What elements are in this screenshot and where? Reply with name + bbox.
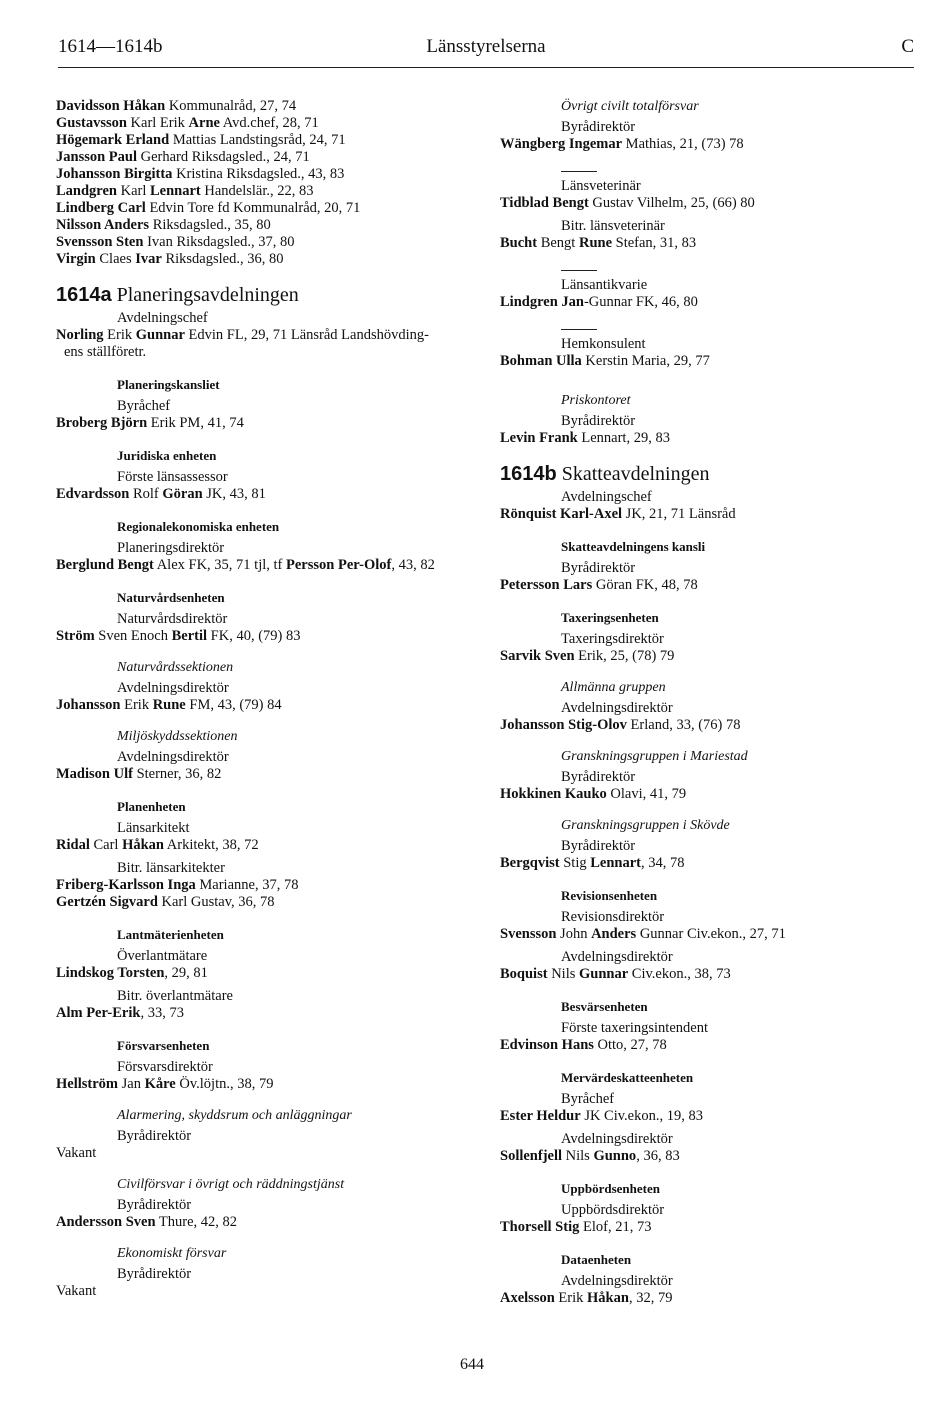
subunit-heading: Allmänna gruppen bbox=[561, 680, 666, 695]
list-item: Johansson Birgitta Kristina Riksdagsled., 43, 83 bbox=[56, 166, 345, 182]
unit-heading: Revisionsenheten bbox=[561, 888, 658, 903]
person-entry: Hellström Jan Kåre Öv.löjtn., 38, 79 bbox=[56, 1076, 274, 1092]
unit-heading: Planenheten bbox=[117, 799, 186, 814]
subunit-heading: Naturvårdssektionen bbox=[117, 660, 234, 675]
subunit-heading: Miljöskyddssektionen bbox=[117, 729, 238, 744]
vacant-entry: Vakant bbox=[56, 1283, 97, 1299]
person-entry: Levin Frank Lennart, 29, 83 bbox=[500, 430, 670, 446]
role-title: Byrådirektör bbox=[561, 769, 636, 785]
role-title: Bitr. länsveterinär bbox=[561, 218, 665, 234]
person-entry: Lindgren Jan-Gunnar FK, 46, 80 bbox=[500, 294, 698, 310]
person-entry: Madison Ulf Sterner, 36, 82 bbox=[56, 766, 222, 782]
separator-dash bbox=[561, 329, 597, 330]
list-item: Gustavsson Karl Erik Arne Avd.chef, 28, 71 bbox=[56, 115, 319, 131]
unit-heading: Lantmäterienheten bbox=[117, 927, 224, 942]
person-entry: Friberg-Karlsson Inga Marianne, 37, 78 bbox=[56, 877, 299, 893]
role-title: Byrådirektör bbox=[117, 1197, 192, 1213]
person-entry: Petersson Lars Göran FK, 48, 78 bbox=[500, 577, 698, 593]
unit-heading: Uppbördsenheten bbox=[561, 1181, 660, 1196]
person-entry: Ester Heldur JK Civ.ekon., 19, 83 bbox=[500, 1108, 703, 1124]
person-entry: Bergqvist Stig Lennart, 34, 78 bbox=[500, 855, 685, 871]
council-members-list bbox=[56, 98, 474, 268]
list-item: Jansson Paul Gerhard Riksdagsled., 24, 71 bbox=[56, 149, 310, 165]
unit-heading: Besvärsenheten bbox=[561, 999, 648, 1014]
unit-heading: Mervärdeskatteenheten bbox=[561, 1070, 694, 1085]
person-entry: Andersson Sven Thure, 42, 82 bbox=[56, 1214, 238, 1230]
header-letter: C bbox=[901, 36, 914, 57]
role-title: Försvarsdirektör bbox=[117, 1059, 213, 1075]
role-title: Länsarkitekt bbox=[117, 820, 190, 836]
person-entry: Berglund Bengt Alex FK, 35, 71 tjl, tf Persson Per-Olof, 43, 82 bbox=[56, 557, 435, 573]
unit-heading: Skatteavdelningens kansli bbox=[561, 539, 706, 554]
person-entry: Tidblad Bengt Gustav Vilhelm, 25, (66) 80 bbox=[500, 195, 755, 211]
unit-heading: Regionalekonomiska enheten bbox=[117, 519, 280, 534]
person-entry: Bucht Bengt Rune Stefan, 31, 83 bbox=[500, 235, 697, 251]
person-entry: Svensson John Anders Gunnar Civ.ekon., 27, 71 bbox=[500, 926, 786, 942]
role-title: Byrådirektör bbox=[561, 838, 636, 854]
list-item: Högemark Erland Mattias Landstingsråd, 24, 71 bbox=[56, 132, 346, 148]
left-column bbox=[56, 98, 474, 1300]
role-title: Avdelningsdirektör bbox=[561, 1131, 673, 1147]
list-item: Landgren Karl Lennart Handelslär., 22, 83 bbox=[56, 183, 314, 199]
unit-heading: Juridiska enheten bbox=[117, 448, 217, 463]
person-entry: Edvardsson Rolf Göran JK, 43, 81 bbox=[56, 486, 266, 502]
subunit-heading: Civilförsvar i övrigt och räddningstjänst bbox=[117, 1177, 345, 1192]
section-heading-1614a: 1614a Planeringsavdelningen bbox=[56, 284, 299, 306]
list-item: Svensson Sten Ivan Riksdagsled., 37, 80 bbox=[56, 234, 295, 250]
person-entry: Wängberg Ingemar Mathias, 21, (73) 78 bbox=[500, 136, 744, 152]
unit-heading: Försvarsenheten bbox=[117, 1038, 210, 1053]
role-title: Bitr. överlantmätare bbox=[117, 988, 233, 1004]
person-entry: Ridal Carl Håkan Arkitekt, 38, 72 bbox=[56, 837, 259, 853]
page-number: 644 bbox=[460, 1356, 484, 1373]
list-item: Virgin Claes Ivar Riksdagsled., 36, 80 bbox=[56, 251, 284, 267]
subunit-heading: Alarmering, skyddsrum och anläggningar bbox=[117, 1108, 352, 1123]
unit-heading: Planeringskansliet bbox=[117, 377, 220, 392]
role-title: Förste taxeringsintendent bbox=[561, 1020, 708, 1036]
section-heading-1614b: 1614b Skatteavdelningen bbox=[500, 463, 710, 485]
role-title: Länsveterinär bbox=[561, 178, 641, 194]
person-entry: Lindskog Torsten, 29, 81 bbox=[56, 965, 208, 981]
role-title: Hemkonsulent bbox=[561, 336, 646, 352]
subunit-heading: Övrigt civilt totalförsvar bbox=[561, 99, 699, 114]
subunit-heading: Granskningsgruppen i Mariestad bbox=[561, 749, 748, 764]
role-title: Uppbördsdirektör bbox=[561, 1202, 665, 1218]
person-entry: Edvinson Hans Otto, 27, 78 bbox=[500, 1037, 667, 1053]
header-page-range: 1614—1614b bbox=[58, 36, 163, 57]
list-item: Lindberg Carl Edvin Tore fd Kommunalråd, 20, 71 bbox=[56, 200, 361, 216]
person-entry: Sollenfjell Nils Gunno, 36, 83 bbox=[500, 1148, 680, 1164]
role-title: Länsantikvarie bbox=[561, 277, 648, 293]
role-title: Byråchef bbox=[117, 398, 171, 414]
role-title: Avdelningsdirektör bbox=[117, 749, 229, 765]
role-title: Förste länsassessor bbox=[117, 469, 228, 485]
unit-heading: Taxeringsenheten bbox=[561, 610, 659, 625]
role-title: Avdelningsdirektör bbox=[117, 680, 229, 696]
person-entry: Thorsell Stig Elof, 21, 73 bbox=[500, 1219, 652, 1235]
person-entry: Axelsson Erik Håkan, 32, 79 bbox=[500, 1290, 673, 1306]
person-entry: Broberg Björn Erik PM, 41, 74 bbox=[56, 415, 244, 431]
person-entry: Sarvik Sven Erik, 25, (78) 79 bbox=[500, 648, 675, 664]
role-title: Taxeringsdirektör bbox=[561, 631, 664, 647]
person-entry: Johansson Stig-Olov Erland, 33, (76) 78 bbox=[500, 717, 741, 733]
role-title: Byrådirektör bbox=[561, 560, 636, 576]
role-title: Byrådirektör bbox=[117, 1128, 192, 1144]
role-title: Överlantmätare bbox=[117, 948, 208, 964]
role-title: Revisionsdirektör bbox=[561, 909, 665, 925]
role-title: Planeringsdirektör bbox=[117, 540, 225, 556]
role-title: Avdelningsdirektör bbox=[561, 949, 673, 965]
role-title: Byråchef bbox=[561, 1091, 615, 1107]
vacant-entry: Vakant bbox=[56, 1145, 97, 1161]
role-title: Naturvårdsdirektör bbox=[117, 611, 228, 627]
person-entry: Johansson Erik Rune FM, 43, (79) 84 bbox=[56, 697, 282, 713]
role-title: Byrådirektör bbox=[117, 1266, 192, 1282]
subunit-heading: Ekonomiskt försvar bbox=[117, 1246, 227, 1261]
person-entry: Norling Erik Gunnar Edvin FL, 29, 71 Länsråd Landshövding- ens ställföretr. bbox=[56, 327, 429, 360]
person-entry: Alm Per-Erik, 33, 73 bbox=[56, 1005, 184, 1021]
role-title: Avdelningschef bbox=[117, 310, 208, 326]
role-title: Avdelningschef bbox=[561, 489, 652, 505]
role-title: Avdelningsdirektör bbox=[561, 700, 673, 716]
person-entry: Bohman Ulla Kerstin Maria, 29, 77 bbox=[500, 353, 710, 369]
unit-heading: Dataenheten bbox=[561, 1252, 632, 1267]
list-item: Nilsson Anders Riksdagsled., 35, 80 bbox=[56, 217, 271, 233]
header-rule bbox=[58, 67, 914, 68]
right-column bbox=[500, 98, 918, 1307]
role-title: Avdelningsdirektör bbox=[561, 1273, 673, 1289]
running-header bbox=[58, 36, 914, 58]
person-entry: Gertzén Sigvard Karl Gustav, 36, 78 bbox=[56, 894, 275, 910]
person-entry: Boquist Nils Gunnar Civ.ekon., 38, 73 bbox=[500, 966, 731, 982]
list-item: Davidsson Håkan Kommunalråd, 27, 74 bbox=[56, 98, 297, 114]
person-entry: Ström Sven Enoch Bertil FK, 40, (79) 83 bbox=[56, 628, 301, 644]
unit-heading: Naturvårdsenheten bbox=[117, 590, 225, 605]
separator-dash bbox=[561, 171, 597, 172]
role-title: Byrådirektör bbox=[561, 119, 636, 135]
role-title: Bitr. länsarkitekter bbox=[117, 860, 225, 876]
header-title: Länsstyrelserna bbox=[426, 36, 546, 57]
subunit-heading: Priskontoret bbox=[561, 393, 631, 408]
role-title: Byrådirektör bbox=[561, 413, 636, 429]
person-entry: Hokkinen Kauko Olavi, 41, 79 bbox=[500, 786, 687, 802]
subunit-heading: Granskningsgruppen i Skövde bbox=[561, 818, 730, 833]
separator-dash bbox=[561, 270, 597, 271]
person-entry: Rönquist Karl-Axel JK, 21, 71 Länsråd bbox=[500, 506, 736, 522]
